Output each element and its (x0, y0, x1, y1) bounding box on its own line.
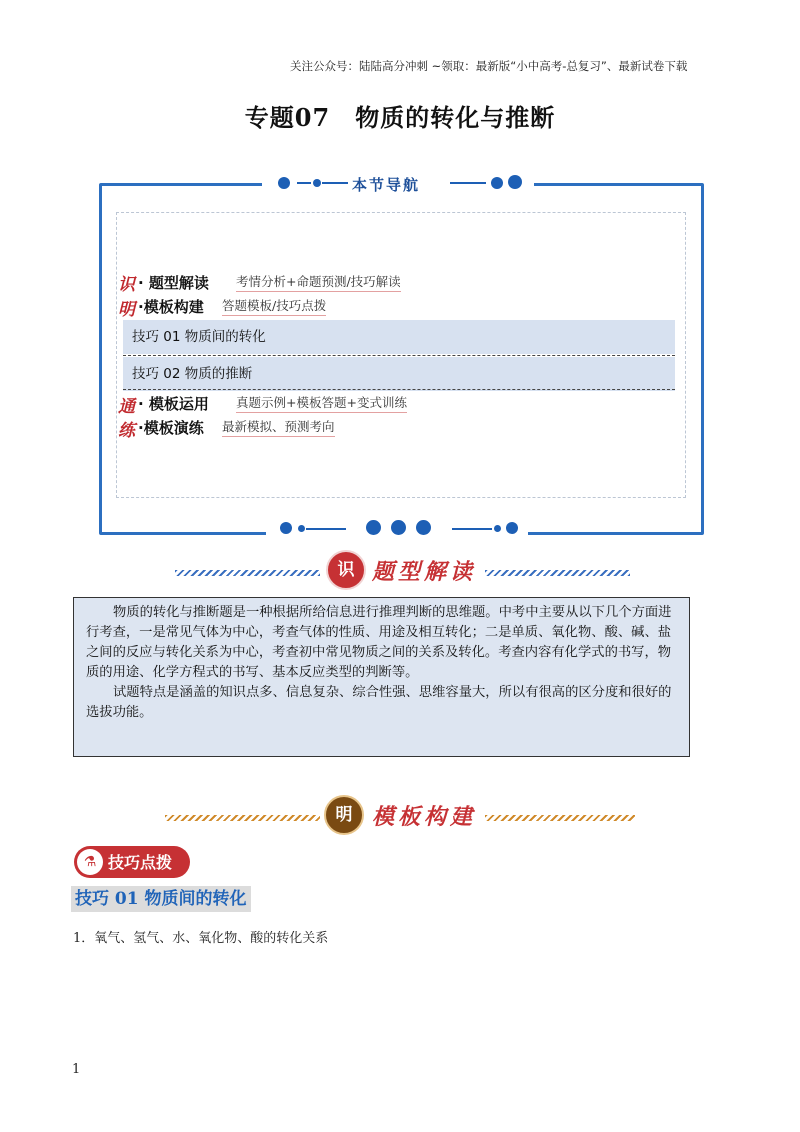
nav-skill-row[interactable] (123, 357, 675, 391)
dot-icon (391, 520, 406, 535)
side-char-lian: 练 (118, 421, 135, 441)
dot-icon (278, 177, 290, 189)
nav-row-label[interactable]: ·模板演练 (138, 419, 204, 437)
hatch-decoration (175, 570, 320, 576)
page-title: 专题07 物质的转化与推断 (244, 103, 556, 132)
intro-paragraph: 试题特点是涵盖的知识点多、信息复杂、综合性强、思维容量大，所以有很高的区分度和很好的选拔功能。 (86, 685, 672, 720)
nav-row-note: 答题模板/技巧点拨 (222, 296, 326, 316)
nav-row-note: 真题示例+模板答题+变式训练 (236, 393, 407, 413)
divider (452, 528, 492, 530)
nav-skill-label: 技巧 02 物质的推断 (132, 366, 253, 382)
dot-icon (366, 520, 381, 535)
dot-icon (508, 175, 522, 189)
dot-icon (313, 179, 321, 187)
section-badge-icon: 识 (326, 550, 366, 590)
nav-row-note: 最新模拟、预测考向 (222, 417, 335, 437)
dot-icon (416, 520, 431, 535)
nav-skill-label: 技巧 01 物质间的转化 (132, 329, 266, 345)
dot-icon (491, 177, 503, 189)
page-number: 1 (72, 1062, 81, 1077)
side-char-ming: 明 (118, 300, 135, 320)
divider (306, 528, 346, 530)
divider (123, 389, 675, 390)
section-badge-icon: 明 (324, 795, 364, 835)
nav-title: 本节导航 (352, 176, 421, 194)
intro-box (73, 597, 690, 757)
divider (123, 355, 675, 356)
side-char-shi: 识 (118, 275, 135, 295)
nav-row-label[interactable]: ·模板构建 (138, 298, 204, 316)
divider (322, 182, 348, 184)
hatch-decoration (485, 815, 635, 821)
nav-skill-row[interactable] (123, 320, 675, 354)
divider (297, 182, 311, 184)
list-item: 1．氧气、氢气、水、氧化物、酸的转化关系 (73, 931, 329, 946)
dot-icon (280, 522, 292, 534)
nav-row-label[interactable]: · 模板运用 (138, 395, 209, 413)
flask-icon: ⚗ (77, 849, 103, 875)
header-note: 关注公众号：陆陆高分冲刺 ~领取：最新版“小中高考-总复习”、最新试卷下载 (290, 59, 688, 73)
tips-pill-label: 技巧点拨 (108, 853, 173, 872)
dot-icon (494, 525, 501, 532)
side-char-tong: 通 (118, 397, 135, 417)
section-heading: 模板构建 (372, 804, 477, 830)
nav-row-note: 考情分析+命题预测/技巧解读 (236, 272, 401, 292)
hatch-decoration (485, 570, 630, 576)
dot-icon (506, 522, 518, 534)
subheading: 技巧 01 物质间的转化 (71, 886, 251, 912)
tips-pill (74, 846, 190, 878)
dot-icon (298, 525, 305, 532)
divider (450, 182, 486, 184)
nav-row-label[interactable]: · 题型解读 (138, 274, 209, 292)
hatch-decoration (165, 815, 320, 821)
section-heading: 题型解读 (372, 559, 477, 585)
intro-paragraph: 物质的转化与推断题是一种根据所给信息进行推理判断的思维题。中考中主要从以下几个方面进行考查，一是常见气体为中心，考查气体的性质、用途及相互转化；二是单质、氧化物、酸、碱、盐之间的反应与转化关系为中心，考查初中常见物质之间的关系及转化。考查内容有化学式的书写，物质的用途、化学方程式的书写、基本反应类型的判断等。 (86, 605, 672, 680)
